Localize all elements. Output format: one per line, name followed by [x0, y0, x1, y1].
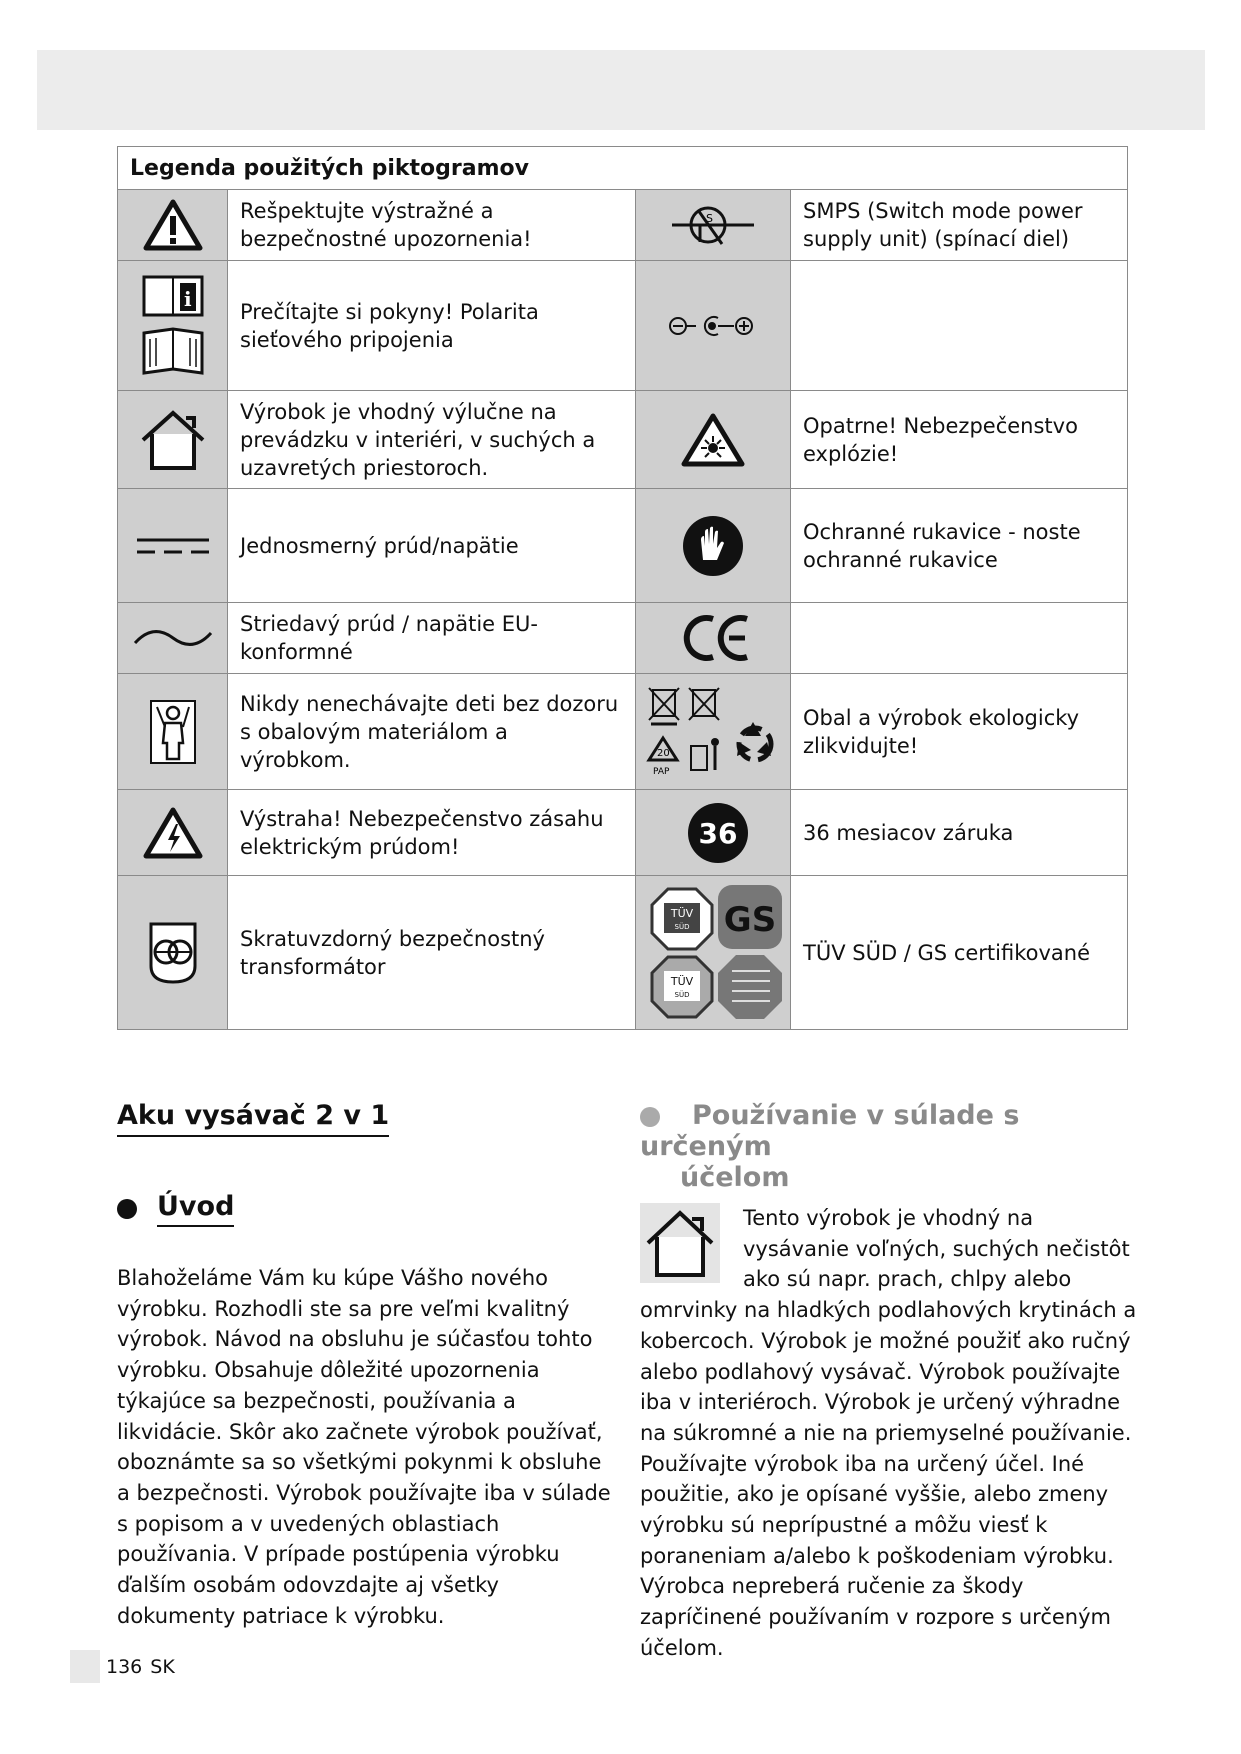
svg-text:20: 20 [657, 747, 670, 759]
intended-use-text: Tento výrobok je vhodný na vysávanie voľných, suchých nečistôt ako sú napr. prach, chlpy alebo omrvinky na hladkých podlahových krytinách a kobercoch. Výrobok je možné použiť ako ručný alebo podlahový vysávač. Výrobok používajte iba v interiéroch. Výrobok je určený výhradne na súkromné a nie na priemyselné používanie. Používajte výrobok iba na určený účel. Iné použitie, ako je opísané vyššie, alebo zmeny výrobku sú neprípustné a môžu viesť k poraneniam a/alebo k poškodeniam výrobku. Výrobca nepreberá ručenie za škody zapríčinené používaním v rozpore s určeným účelom. [640, 1206, 1137, 1660]
recycling-icon [636, 674, 791, 790]
svg-text:TÜV: TÜV [670, 906, 694, 920]
legend-text: Ochranné rukavice - noste ochranné rukavice [791, 489, 1128, 603]
svg-text:36: 36 [698, 816, 738, 850]
ce-mark-icon [636, 603, 791, 674]
polarity-icon [636, 261, 791, 391]
language-code: SK [150, 1655, 175, 1678]
intended-use-heading-line1: Používanie v súlade s určeným [640, 1100, 1020, 1162]
intended-use-section [640, 1203, 1140, 1664]
warning-triangle-icon [118, 190, 228, 261]
explosion-icon [636, 391, 791, 489]
legend-row [118, 489, 1128, 603]
direct-current-icon [118, 489, 228, 603]
transformer-icon [118, 876, 228, 1030]
legend-text: Skratuvzdorný bezpečnostný transformátor [228, 876, 636, 1030]
intro-text: Blahoželáme Vám ku kúpe Vášho nového výrobku. Rozhodli ste sa pre veľmi kvalitný výrobok. Návod na obsluhu je súčasťou tohto výrobku. Obsahuje dôležité upozornenia týkajúce sa bezpečnosti, používania a likvidácie. Skôr ako začnete výrobok používať, oboznámte sa so všetkými pokynmi k obsluhe a bezpečnosti. Výrobok používajte iba v súlade s popisom a v uvedených oblastiach používania. V prípade postúpenia výrobku ďalším osobám odovzdajte aj všetky dokumenty patriace k výrobku. [117, 1266, 611, 1628]
legend-text: Výstraha! Nebezpečenstvo zásahu elektrickým prúdom! [228, 790, 636, 876]
legend-text: SMPS (Switch mode power supply unit) (spínací diel) [791, 190, 1128, 261]
house-icon [118, 391, 228, 489]
intended-use-heading [640, 1100, 1160, 1193]
legend-row [118, 190, 1128, 261]
read-manual-icon [118, 261, 228, 391]
legend-row [118, 261, 1128, 391]
page-number: 136 [106, 1655, 143, 1678]
svg-text:S: S [706, 212, 713, 225]
legend-row [118, 391, 1128, 489]
svg-text:PAP: PAP [653, 766, 670, 777]
legend-row [118, 790, 1128, 876]
legend-text [791, 261, 1128, 391]
legend-row [118, 603, 1128, 674]
intro-heading-text: Úvod [157, 1191, 234, 1227]
legend-text: Striedavý prúd / napätie EU-konformné [228, 603, 636, 674]
electric-shock-icon [118, 790, 228, 876]
legend-text: Obal a výrobok ekologicky zlikvidujte! [791, 674, 1128, 790]
legend-title: Legenda použitých piktogramov [118, 147, 1128, 190]
svg-text:i: i [183, 286, 192, 311]
legend-text: Jednosmerný prúd/napätie [228, 489, 636, 603]
page-footer [70, 1650, 175, 1683]
legend-text: Prečítajte si pokyny! Polarita sieťového pripojenia [228, 261, 636, 391]
legend-row [118, 876, 1128, 1030]
tuv-gs-icon [636, 876, 791, 1030]
header-band [37, 50, 1205, 130]
svg-text:SÜD: SÜD [674, 990, 690, 999]
intro-heading [117, 1191, 234, 1227]
warranty-36-icon [636, 790, 791, 876]
gloves-icon [636, 489, 791, 603]
bullet-icon [117, 1199, 137, 1219]
pictogram-legend-table [117, 146, 1128, 1030]
legend-text: Nikdy nenechávajte deti bez dozoru s obalovým materiálom a výrobkom. [228, 674, 636, 790]
legend-text [791, 603, 1128, 674]
legend-text: 36 mesiacov záruka [791, 790, 1128, 876]
alternating-current-icon [118, 603, 228, 674]
product-title: Aku vysávač 2 v 1 [117, 1100, 389, 1137]
footer-marker [70, 1650, 100, 1683]
legend-row [118, 674, 1128, 790]
smps-icon [636, 190, 791, 261]
bullet-icon [640, 1107, 660, 1127]
svg-text:TÜV: TÜV [670, 974, 694, 988]
svg-text:SÜD: SÜD [674, 922, 690, 931]
legend-text: Opatrne! Nebezpečenstvo explózie! [791, 391, 1128, 489]
legend-text: TÜV SÜD / GS certifikované [791, 876, 1128, 1030]
legend-text: Výrobok je vhodný výlučne na prevádzku v interiéri, v suchých a uzavretých priestoroch. [228, 391, 636, 489]
child-warning-icon [118, 674, 228, 790]
legend-text: Rešpektujte výstražné a bezpečnostné upozornenia! [228, 190, 636, 261]
house-icon [640, 1203, 743, 1293]
intended-use-heading-line2: účelom [680, 1162, 790, 1193]
svg-text:GS: GS [723, 899, 777, 940]
